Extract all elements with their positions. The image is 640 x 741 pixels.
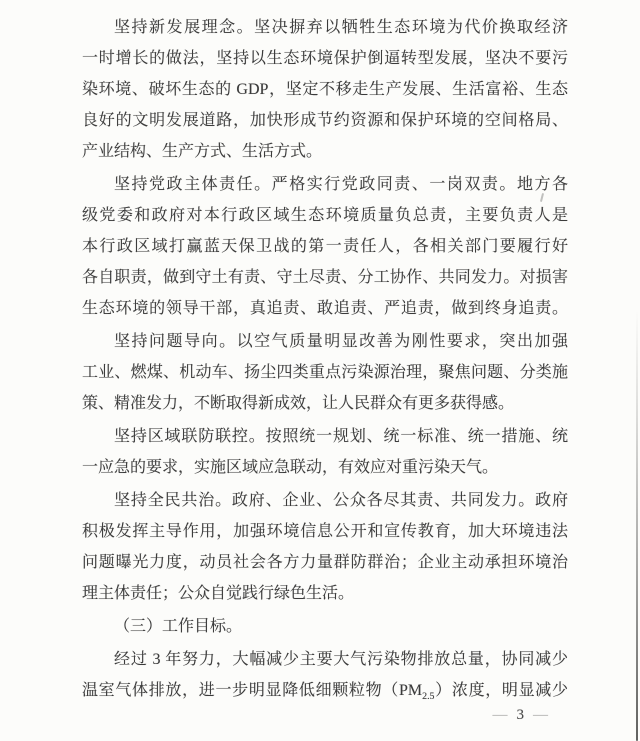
page-number [0,704,548,726]
scanned-page-edge-line [636,310,638,741]
text-segment: ）浓度，明显减少 [434,682,568,699]
text-line: 问题曝光力度，动员社会各方力量群防群治；企业主动承担环境治 [82,554,568,571]
paragraph [82,12,568,167]
text-line: 坚持问题导向。以空气质量明显改善为刚性要求，突出加强 [114,333,568,350]
paragraph [82,644,568,706]
text-line: 各自职责，做到守土有责、守土尽责、分工协作、共同发力。对损害 [82,269,568,286]
paragraph [82,169,568,324]
paragraph [82,485,568,609]
page-number-value: 3 [516,707,524,723]
text-line: 积极发挥主导作用，加强环境信息公开和宣传教育，加大环境违法 [82,523,568,540]
text-line: 工业、燃煤、机动车、扬尘四类重点污染源治理，聚焦问题、分类施 [82,364,568,381]
text-line: 一时增长的做法，坚持以生态环境保护倒逼转型发展，坚决不要污 [82,50,568,67]
text-line: 染环境、破坏生态的 GDP，坚定不移走生产发展、生活富裕、生态 [82,81,568,98]
text-line: 级党委和政府对本行政区域生态环境质量负总责，主要负责人是 [82,207,568,224]
text-segment: 温室气体排放，进一步明显降低细颗粒物（PM [82,682,423,699]
section-heading-paragraph [82,611,568,642]
text-line: 坚持区域联防联控。按照统一规划、统一标准、统一措施、统 [114,428,568,445]
text-line: 策、精准发力，不断取得新成效，让人民群众有更多获得感。 [82,395,515,412]
page-number-dash-right: — [533,707,548,723]
page-number-dash-left: — [492,707,508,723]
text-line: 理主体责任；公众自觉践行绿色生活。 [82,585,355,602]
text-line: 一应急的要求，实施区域应急联动，有效应对重污染天气。 [82,459,499,476]
paragraph [82,326,568,419]
text-line: 生态环境的领导干部，真追责、敢追责、严追责，做到终身追责。 [82,300,568,317]
text-line: 经过 3 年努力，大幅减少主要大气污染物排放总量，协同减少 [114,651,568,668]
text-line: 产业结构、生产方式、生活方式。 [82,143,323,160]
text-line: 良好的文明发展道路，加快形成节约资源和保护环境的空间格局、 [82,112,568,129]
text-line: 坚持党政主体责任。严格实行党政同责、一岗双责。地方各 [114,176,568,193]
text-line-with-subscript [82,675,568,706]
text-line: 坚持全民共治。政府、企业、公众各尽其责、共同发力。政府 [114,492,568,509]
text-line: 本行政区域打赢蓝天保卫战的第一责任人，各相关部门要履行好 [82,238,568,255]
document-body [82,12,568,708]
section-heading: （三）工作目标。 [114,618,243,635]
text-line: 坚持新发展理念。坚决摒弃以牺牲生态环境为代价换取经济 [114,19,568,36]
pm25-subscript: 2.5 [422,691,435,703]
paragraph [82,421,568,483]
